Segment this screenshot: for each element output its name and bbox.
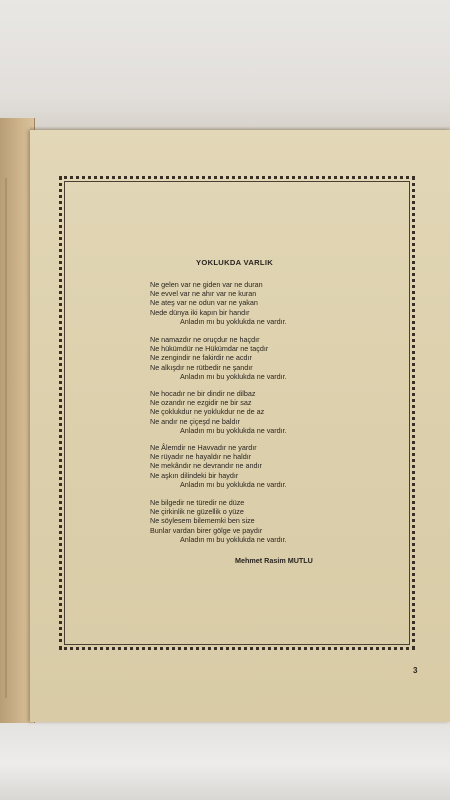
refrain-line: Anladın mı bu yoklukda ne vardır.: [180, 479, 287, 489]
stanza-5: [150, 498, 350, 544]
stanza-1: [150, 280, 350, 326]
poem-line: Ne bilgedir ne türedir ne düze: [150, 498, 245, 507]
poem-line: Ne hocadır ne bir dindir ne dilbaz: [150, 389, 256, 398]
refrain-line: Anladın mı bu yoklukda ne vardır.: [180, 425, 287, 435]
poem-title: YOKLUKDA VARLIK: [196, 258, 274, 267]
poem-line: Bunlar vardan birer gölge ve paydır: [150, 525, 263, 535]
poem-author: Mehmet Rasim MUTLU: [235, 556, 313, 565]
table-surface: [0, 720, 450, 800]
poem-line: Ne namazdır ne oruçdur ne haçdır: [150, 335, 260, 344]
poem-line: Ne evvel var ne ahır var ne kuran: [150, 289, 257, 299]
refrain-line: Anladın mı bu yoklukda ne vardır.: [180, 534, 287, 544]
poem-line: Nede dünya iki kapın bir handır: [150, 307, 250, 317]
poem-line: Ne mekândır ne devrandır ne andır: [150, 461, 262, 471]
stanza-2: [150, 335, 350, 381]
refrain-line: Anladın mı bu yoklukda ne vardır.: [180, 316, 287, 326]
poem-line: Ne ateş var ne odun var ne yakan: [150, 298, 258, 308]
poem-line: Ne çoklukdur ne yoklukdur ne de az: [150, 407, 265, 417]
page-number: 3: [413, 666, 418, 675]
stanza-3: [150, 389, 350, 435]
poem-line: Ne Âlemdir ne Havvadır ne yardır: [150, 443, 257, 452]
poem-line: Ne hükümdür ne Hükümdar ne taçdır: [150, 344, 269, 354]
poem-line: Ne gelen var ne giden var ne duran: [150, 280, 263, 289]
poem-line: Ne andır ne çiçeşd ne baldır: [150, 416, 240, 426]
poem-line: Ne aşkın dilindeki bir haydır: [150, 470, 239, 480]
poem-line: Ne alkışdır ne rütbedir ne şandır: [150, 362, 253, 372]
refrain-line: Anladın mı bu yoklukda ne vardır.: [180, 371, 287, 381]
poem-line: Ne zengindir ne fakirdir ne acdır: [150, 353, 252, 363]
poem-line: Ne söylesem bilememki ben size: [150, 516, 255, 526]
stanza-4: [150, 443, 350, 489]
poem-line: Ne çirkinlik ne güzellik o yüze: [150, 507, 244, 517]
poem-line: Ne ozandır ne ezgidir ne bir saz: [150, 398, 252, 408]
poem-line: Ne rüyadır ne hayaldır ne haldır: [150, 452, 252, 462]
